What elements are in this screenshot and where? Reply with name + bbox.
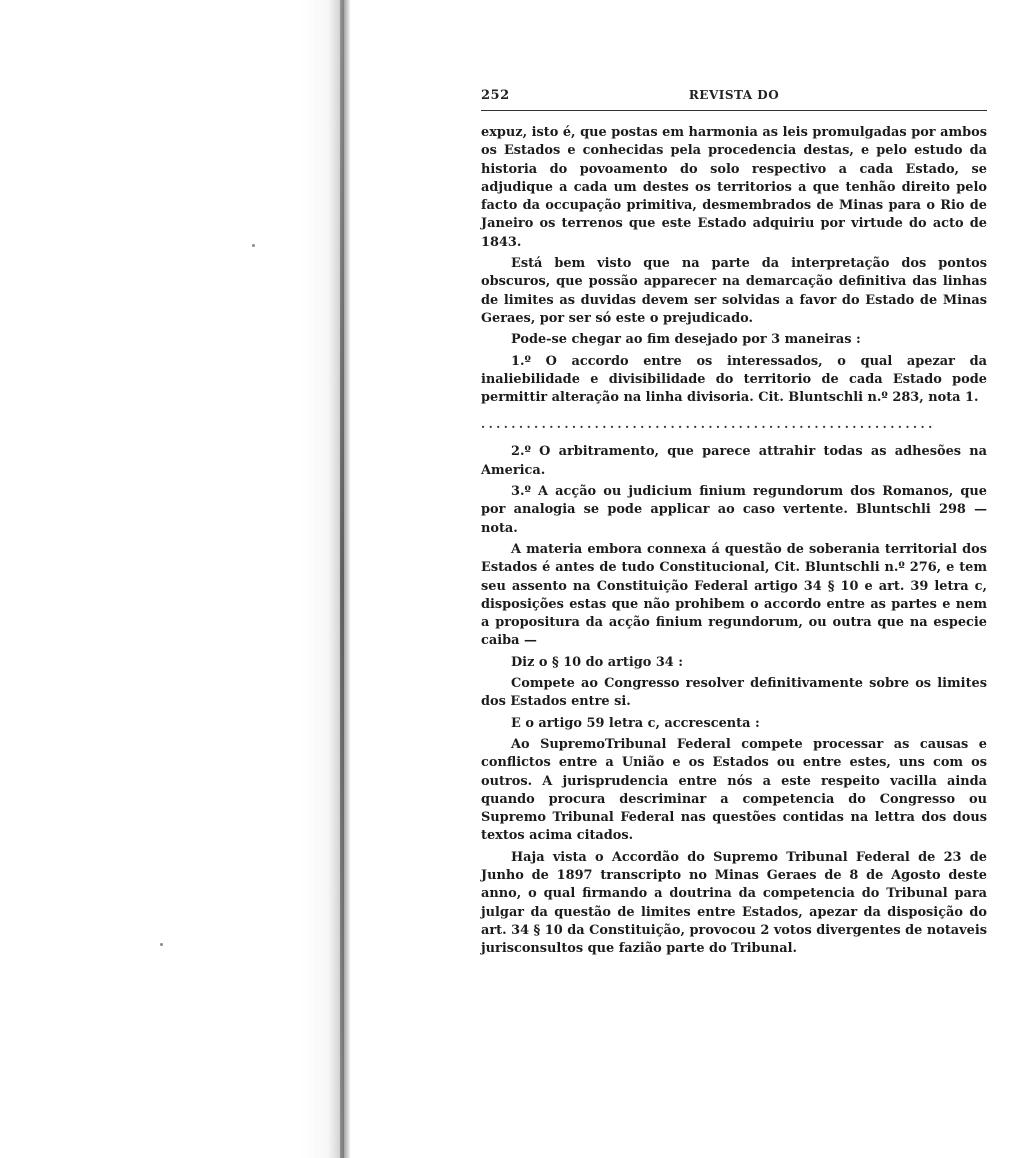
paragraph: E o artigo 59 letra c, accrescenta : (511, 715, 760, 731)
paragraph: A materia embora connexa á questão de soberania territorial dos Estados é antes de tudo Constitucional, Cit. Bluntschli n.º 276, e tem seu assento na Constituição Federal artigo 34 § 10 e art. 39 letra c, disposições estas que não prohibem o accordo entre as partes e nem a propositura da acção finium regundorum, ou outra que na especie caiba — (481, 541, 987, 649)
dotted-separator: ............................................................ (481, 419, 936, 430)
header-rule (481, 110, 987, 111)
quotation: Ao SupremoTribunal Federal compete processar as causas e conflictos entre a União e os Estados ou entre estes, uns com os outros. A jurisprudencia entre nós a este respeito vacilla ainda quando procura descriminar a competencia do Congresso ou Supremo Tribunal Federal nas questões contidas na lettra dos dous textos acima citados. (481, 736, 987, 844)
paragraph: Está bem visto que na parte da interpretação dos pontos obscuros, que possão apparecer na demarcação definitiva das linhas de limites as duvidas devem ser solvidas a favor do Estado de Minas Geraes, por ser só este o prejudicado. (481, 256, 987, 326)
running-header (481, 88, 987, 108)
page-number: 252 (481, 88, 510, 103)
book-spine-edge (340, 0, 344, 1158)
scan-speck (252, 244, 255, 247)
paragraph: expuz, isto é, que postas em harmonia as leis promulgadas por ambos os Estados e conhecidas pela procedencia destas, e pelo estudo da historia do povoamento do solo respectivo a cada Estado, se adjudique a cada um destes os territorios a que tenhão direito pelo facto da occupação primitiva, desmembrados de Minas para o Rio de Janeiro os terrenos que este Estado adquiriu por virtude do acto de 1843. (481, 125, 987, 250)
running-title: REVISTA DO (688, 88, 780, 102)
scan-speck (160, 943, 163, 946)
list-item-2: 2.º O arbitramento, que parece attrahir todas as adhesões na America. (481, 444, 987, 478)
list-item-3: 3.º A acção ou judicium finium regundorum dos Romanos, que por analogia se pode applicar ao caso vertente. Bluntschli 298 — nota. (481, 484, 987, 536)
paragraph: Pode-se chegar ao fim desejado por 3 maneiras : (511, 332, 861, 348)
quotation: Compete ao Congresso resolver definitivamente sobre os limites dos Estados entre si. (481, 676, 987, 710)
paragraph: Haja vista o Accordão do Supremo Tribunal Federal de 23 de Junho de 1897 transcripto no Minas Geraes de 8 de Agosto deste anno, o qual firmando a doutrina da competencia do Tribunal para julgar da questão de limites entre Estados, apezar da disposição do art. 34 § 10 da Constituição, provocou 2 votos divergentes de notaveis jurisconsultos que fazião parte do Tribunal. (481, 849, 987, 957)
list-item-1: 1.º O accordo entre os interessados, o qual apezar da inaliebilidade e divisibilidade do territorio de cada Estado pode permittir alteração na linha divisoria. Cit. Bluntschli n.º 283, nota 1. (481, 353, 987, 406)
paragraph: Diz o § 10 do artigo 34 : (511, 654, 684, 670)
body-text (481, 124, 987, 958)
